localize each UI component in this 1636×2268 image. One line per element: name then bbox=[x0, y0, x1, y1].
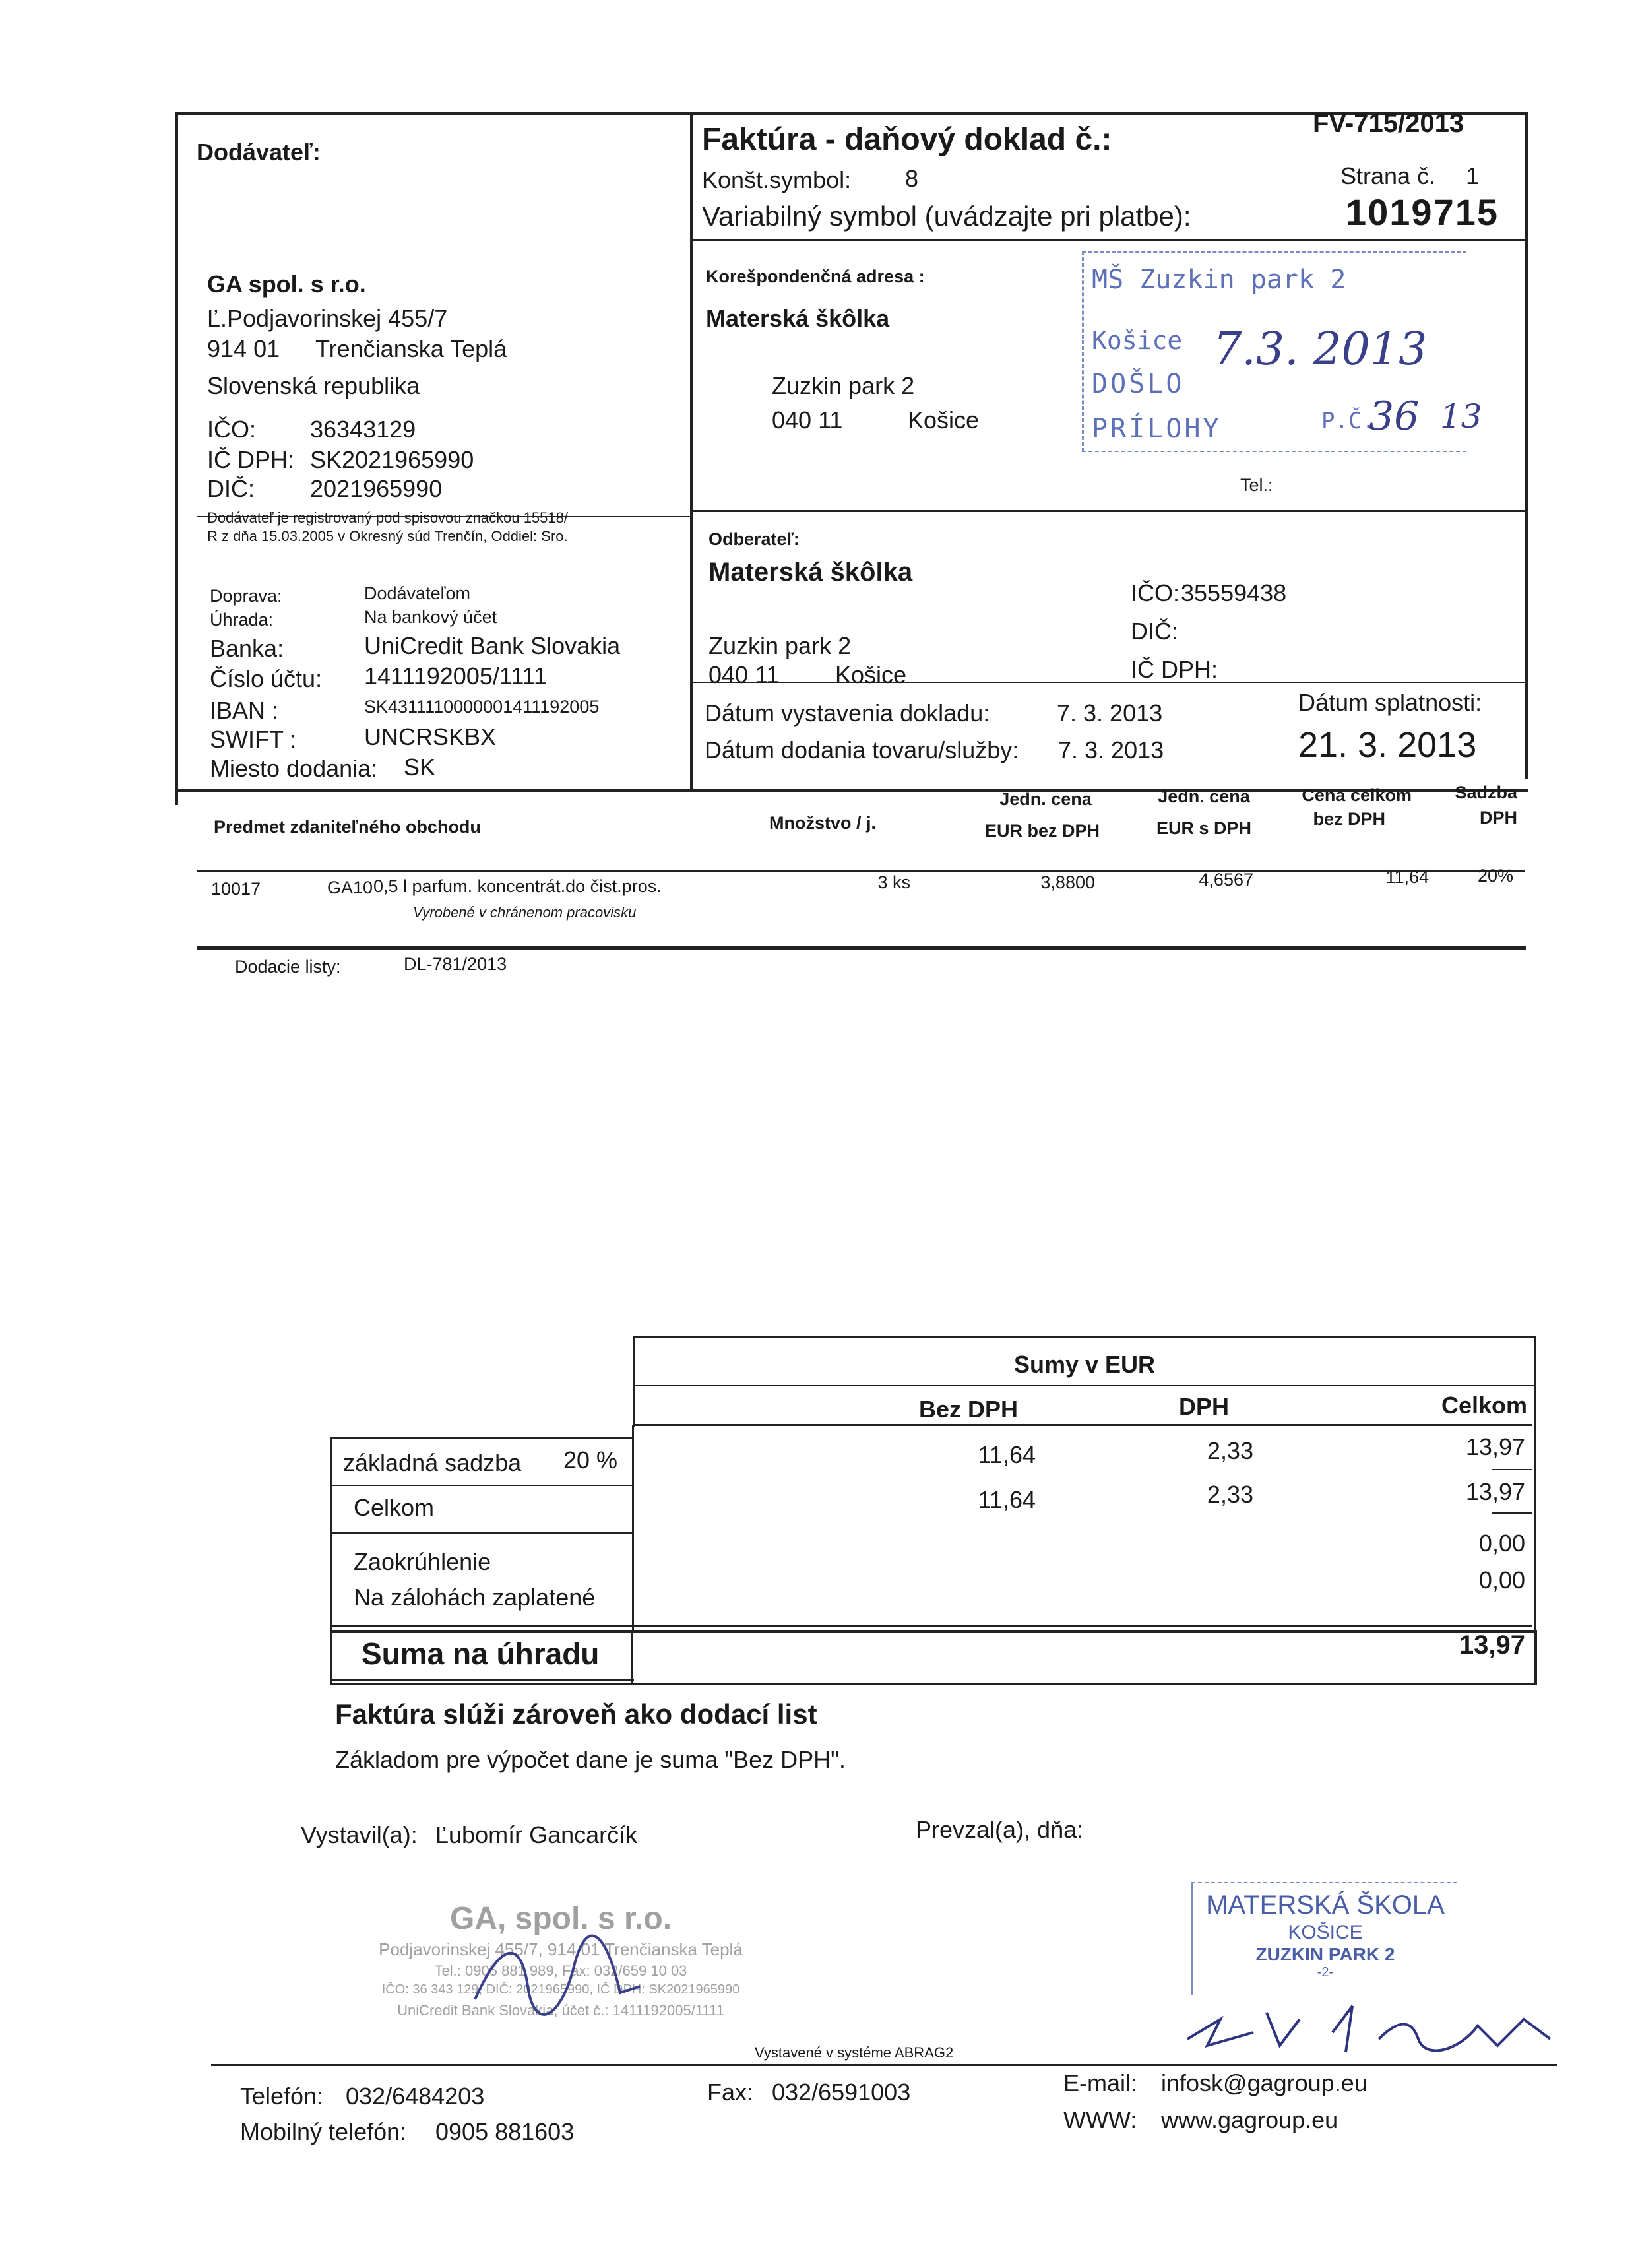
summary-due-value: 13,97 bbox=[1459, 1631, 1525, 1660]
item-sku: GA10 bbox=[327, 878, 373, 897]
swift-value: UNCRSKBX bbox=[364, 723, 497, 750]
var-symbol-value: 1019715 bbox=[1346, 191, 1499, 233]
supplier-registry-line1: Dodávateľ je registrovaný pod spisovou značkou 15518/ bbox=[207, 509, 568, 526]
items-header-unit-gross-1: Jedn. cena bbox=[1158, 787, 1250, 806]
header-right-line bbox=[1525, 112, 1528, 779]
transport-label: Doprava: bbox=[210, 586, 282, 606]
summary-total-label: Celkom bbox=[354, 1494, 435, 1521]
item-rate: 20% bbox=[1477, 866, 1513, 886]
delivery-notes-label: Dodacie listy: bbox=[235, 957, 341, 977]
dates-top-line bbox=[690, 682, 1528, 683]
summary-advance-value: 0,00 bbox=[1478, 1567, 1525, 1594]
invoice-title: Faktúra - daňový doklad č.: bbox=[702, 122, 1112, 157]
footer-phone: 032/6484203 bbox=[346, 2083, 485, 2110]
summary-basic-total: 13,97 bbox=[1465, 1433, 1525, 1460]
footer-mobile: 0905 881603 bbox=[435, 2118, 575, 2145]
received-stamp-pc: P.Č. bbox=[1321, 408, 1375, 434]
items-header-unit-net-2: EUR bez DPH bbox=[984, 821, 1100, 841]
iban-value: SK4311110000001411192005 bbox=[364, 697, 600, 717]
footer-www-label: WWW: bbox=[1063, 2106, 1137, 2133]
footer-top-line bbox=[211, 2064, 1557, 2066]
receiver-signature bbox=[1181, 1993, 1563, 2065]
invoice-title-underline bbox=[690, 239, 1528, 241]
transport-value: Dodávateľom bbox=[364, 583, 470, 603]
correspondence-street: Zuzkin park 2 bbox=[772, 372, 915, 399]
payment-value: Na bankový účet bbox=[364, 607, 497, 627]
correspondence-zip: 040 11 bbox=[772, 406, 843, 434]
supplier-stamp-line1: Podjavorinskej 455/7, 914 01 Trenčianska Teplá bbox=[379, 1939, 743, 1959]
footer-fax-label: Fax: bbox=[707, 2079, 754, 2106]
var-symbol-label: Variabilný symbol (uvádzajte pri platbe): bbox=[702, 201, 1191, 232]
footer-www-link[interactable]: www.gagroup.eu bbox=[1161, 2106, 1338, 2133]
supplier-icdph: SK2021965990 bbox=[310, 446, 474, 473]
delivery-date-label: Dátum dodania tovaru/služby: bbox=[705, 736, 1019, 763]
issuer-signature bbox=[462, 1927, 660, 2026]
footer-phone-label: Telefón: bbox=[240, 2083, 324, 2110]
supplier-zip: 914 01 bbox=[207, 335, 280, 362]
const-symbol-value: 8 bbox=[905, 165, 919, 192]
school-stamp-line4: -2- bbox=[1317, 1965, 1334, 1980]
supplier-street: Ľ.Podjavorinskej 455/7 bbox=[207, 305, 448, 332]
footer-email-label: E-mail: bbox=[1063, 2069, 1138, 2096]
item-unit-gross: 4,6567 bbox=[1199, 870, 1253, 890]
page-label: Strana č. bbox=[1340, 162, 1436, 189]
delivery-place-value: SK bbox=[404, 754, 436, 781]
summary-heading: Sumy v EUR bbox=[1013, 1351, 1156, 1378]
page-value: 1 bbox=[1466, 162, 1480, 189]
items-header-quantity: Množstvo / j. bbox=[769, 813, 876, 833]
received-label: Prevzal(a), dňa: bbox=[916, 1816, 1084, 1843]
received-stamp-hand-number: 36 bbox=[1369, 393, 1420, 439]
due-date-label: Dátum splatnosti: bbox=[1298, 689, 1482, 716]
issued-by-name: Ľubomír Gancarčík bbox=[435, 1821, 638, 1848]
system-note: Vystavené v systéme ABRAG2 bbox=[755, 2044, 954, 2061]
footer-fax: 032/6591003 bbox=[772, 2079, 911, 2106]
issue-date-label: Dátum vystavenia dokladu: bbox=[705, 699, 990, 727]
school-stamp-line2: KOŠICE bbox=[1288, 1922, 1363, 1943]
summary-heading-divider bbox=[635, 1385, 1534, 1386]
supplier-stamp-line2: Tel.: 0905 881 989, Fax: 032/659 10 03 bbox=[434, 1962, 687, 1979]
account-value: 1411192005/1111 bbox=[364, 663, 547, 690]
payment-label: Úhrada: bbox=[210, 610, 274, 630]
summary-total-vat: 2,33 bbox=[1207, 1481, 1253, 1508]
summary-basic-label: základná sadzba bbox=[343, 1449, 522, 1476]
delivery-place-label: Miesto dodania: bbox=[210, 755, 378, 782]
received-stamp-hand-year: 13 bbox=[1440, 397, 1482, 436]
iban-label: IBAN : bbox=[210, 697, 279, 724]
customer-dic-label: DIČ: bbox=[1131, 618, 1178, 645]
summary-row2-line bbox=[330, 1532, 632, 1534]
items-header-unit-net-1: Jedn. cena bbox=[999, 789, 1092, 809]
school-stamp-line3: ZUZKIN PARK 2 bbox=[1255, 1944, 1395, 1964]
summary-basic-vat: 2,33 bbox=[1207, 1437, 1253, 1464]
delivery-note-statement: Faktúra slúži zároveň ako dodací list bbox=[335, 1699, 817, 1730]
summary-total-total: 13,97 bbox=[1465, 1478, 1525, 1505]
customer-name: Materská škôlka bbox=[708, 558, 913, 587]
account-label: Číslo účtu: bbox=[210, 665, 323, 692]
summary-row2-line-right bbox=[1492, 1512, 1532, 1514]
items-header-total-1: Cena celkom bbox=[1302, 785, 1412, 805]
header-middle-divider bbox=[690, 112, 693, 792]
summary-total-net: 11,64 bbox=[978, 1486, 1036, 1513]
supplier-dic-label: DIČ: bbox=[207, 475, 255, 502]
received-stamp-line3: DOŠLO bbox=[1092, 369, 1185, 399]
supplier-icdph-label: IČ DPH: bbox=[207, 446, 295, 473]
customer-ico: 35559438 bbox=[1181, 579, 1287, 606]
supplier-city: Trenčianska Teplá bbox=[315, 335, 507, 362]
received-stamp-line4: PRÍLOHY bbox=[1092, 414, 1222, 444]
invoice-number: FV-715/2013 bbox=[1313, 109, 1464, 138]
summary-row3-line bbox=[330, 1625, 1532, 1627]
items-header-total-2: bez DPH bbox=[1313, 809, 1385, 829]
bank-value: UniCredit Bank Slovakia bbox=[364, 632, 621, 659]
item-code: 10017 bbox=[211, 879, 261, 899]
supplier-dic: 2021965990 bbox=[310, 475, 443, 502]
summary-basic-net: 11,64 bbox=[978, 1441, 1036, 1468]
supplier-ico-label: IČO: bbox=[207, 416, 257, 443]
footer-mobile-label: Mobilný telefón: bbox=[240, 2118, 407, 2145]
tax-base-note: Základom pre výpočet dane je suma "Bez DPH". bbox=[335, 1746, 846, 1773]
customer-heading: Odberateľ: bbox=[708, 529, 800, 549]
items-header-rate-2: DPH bbox=[1479, 808, 1517, 827]
issued-by-label: Vystavil(a): bbox=[301, 1821, 418, 1848]
summary-rounding-value: 0,00 bbox=[1478, 1530, 1525, 1557]
swift-label: SWIFT : bbox=[210, 726, 297, 753]
delivery-date-value: 7. 3. 2013 bbox=[1058, 736, 1164, 763]
received-stamp bbox=[1082, 251, 1482, 452]
summary-advance-label: Na zálohách zaplatené bbox=[354, 1584, 596, 1611]
item-note: Vyrobené v chránenom pracovisku bbox=[413, 904, 637, 921]
summary-row1-line bbox=[330, 1485, 632, 1486]
supplier-stamp-name: GA, spol. s r.o. bbox=[449, 1901, 672, 1936]
customer-icdph-label: IČ DPH: bbox=[1131, 656, 1218, 683]
customer-ico-label: IČO: bbox=[1131, 579, 1180, 606]
supplier-stamp-line4: UniCredit Bank Slovakia, účet č.: 1411192005/1111 bbox=[397, 2002, 724, 2019]
items-header-unit-gross-2: EUR s DPH bbox=[1156, 818, 1252, 838]
delivery-notes-value: DL-781/2013 bbox=[404, 954, 507, 974]
correspondence-name: Materská škôlka bbox=[706, 305, 890, 332]
correspondence-tel-label: Tel.: bbox=[1240, 475, 1273, 495]
supplier-registry-line2: R z dňa 15.03.2005 v Okresný súd Trenčín, Oddiel: Sro. bbox=[207, 528, 568, 544]
customer-zip: 040 11 bbox=[708, 661, 780, 688]
supplier-name: GA spol. s r.o. bbox=[207, 271, 366, 298]
item-description: 0,5 l parfum. koncentrát.do čist.pros. bbox=[373, 876, 662, 896]
supplier-country: Slovenská republika bbox=[207, 372, 420, 399]
supplier-ico: 36343129 bbox=[310, 416, 416, 443]
summary-basic-rate: 20 % bbox=[563, 1446, 618, 1474]
correspondence-underline bbox=[690, 510, 1528, 512]
item-quantity: 3 ks bbox=[877, 872, 910, 892]
summary-col-total: Celkom bbox=[1441, 1392, 1527, 1419]
supplier-heading: Dodávateľ: bbox=[197, 139, 321, 166]
received-stamp-line1: MŠ Zuzkin park 2 bbox=[1092, 265, 1346, 295]
due-date-value: 21. 3. 2013 bbox=[1298, 725, 1477, 765]
bank-label: Banka: bbox=[210, 635, 284, 662]
received-stamp-hand-date: 7.3. 2013 bbox=[1213, 323, 1428, 375]
customer-city: Košice bbox=[835, 661, 907, 688]
school-stamp-line1: MATERSKÁ ŠKOLA bbox=[1206, 1891, 1445, 1920]
correspondence-city: Košice bbox=[908, 406, 980, 434]
items-bottom-line bbox=[197, 946, 1526, 950]
summary-col-net: Bez DPH bbox=[918, 1396, 1018, 1423]
summary-row1-line-right bbox=[1492, 1469, 1532, 1470]
header-left-line bbox=[175, 112, 178, 805]
issue-date-value: 7. 3. 2013 bbox=[1057, 699, 1163, 727]
supplier-stamp-line3: IČO: 36 343 129, DIČ: 2021965990, IČ DPH: SK2021965990 bbox=[381, 1982, 740, 1997]
summary-due-divider bbox=[631, 1630, 633, 1683]
summary-table bbox=[633, 1336, 1536, 1427]
received-stamp-line2: Košice bbox=[1092, 326, 1183, 355]
item-unit-net: 3,8800 bbox=[1040, 872, 1095, 892]
customer-street: Zuzkin park 2 bbox=[708, 632, 852, 659]
summary-due-label: Suma na úhradu bbox=[362, 1636, 600, 1671]
const-symbol-label: Konšt.symbol: bbox=[702, 166, 852, 193]
correspondence-heading: Korešpondenčná adresa : bbox=[706, 267, 925, 286]
items-header-subject: Predmet zdaniteľného obchodu bbox=[214, 817, 481, 837]
summary-rounding-label: Zaokrúhlenie bbox=[354, 1548, 491, 1575]
item-total: 11,64 bbox=[1385, 867, 1429, 887]
summary-col-vat: DPH bbox=[1178, 1393, 1229, 1420]
items-header-rate-1: Sadzba bbox=[1455, 783, 1517, 802]
footer-email-link[interactable]: infosk@gagroup.eu bbox=[1161, 2069, 1368, 2096]
school-stamp bbox=[1191, 1882, 1457, 1995]
